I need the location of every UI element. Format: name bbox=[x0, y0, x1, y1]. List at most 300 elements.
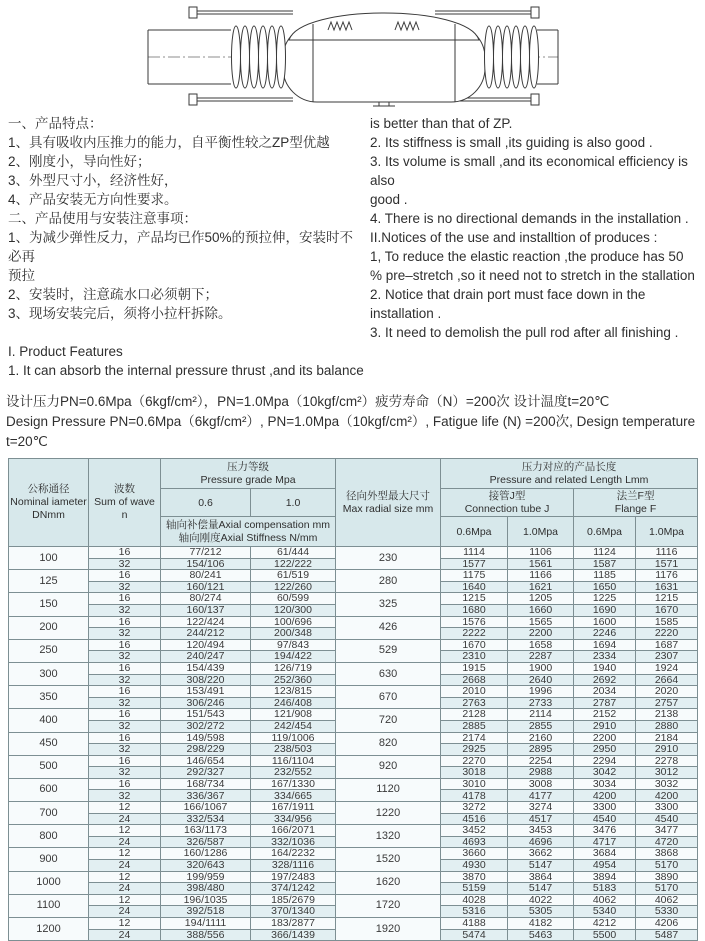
text-line: good . bbox=[370, 192, 408, 207]
table-cell: 2200 bbox=[574, 732, 636, 744]
table-cell: 2010 bbox=[441, 686, 508, 698]
table-row bbox=[9, 918, 698, 930]
text-line: 一、产品特点： bbox=[8, 116, 103, 131]
table-cell: 24 bbox=[89, 906, 161, 918]
text-line: % pre–stretch ,so it need not to stretch in the stallation bbox=[370, 268, 695, 283]
table-cell: 166/1067 bbox=[161, 802, 251, 814]
table-cell: 16 bbox=[89, 570, 161, 582]
table-cell: 388/556 bbox=[161, 929, 251, 941]
table-cell: 238/503 bbox=[251, 744, 336, 756]
table-cell: 164/2232 bbox=[251, 848, 336, 860]
table-cell: 150 bbox=[9, 593, 89, 616]
table-cell: 32 bbox=[89, 744, 161, 756]
text-line: Flange F bbox=[614, 502, 657, 515]
table-cell: 2310 bbox=[441, 651, 508, 663]
table-cell: 298/229 bbox=[161, 744, 251, 756]
table-cell: 2757 bbox=[636, 697, 698, 709]
table-cell: 1205 bbox=[508, 593, 574, 605]
table-cell: 374/1242 bbox=[251, 883, 336, 895]
table-cell: 1185 bbox=[574, 570, 636, 582]
features-en-block bbox=[364, 114, 699, 380]
table-cell: 160/137 bbox=[161, 604, 251, 616]
table-cell: 16 bbox=[89, 755, 161, 767]
table-cell: 3300 bbox=[636, 802, 698, 814]
table-cell: 2692 bbox=[574, 674, 636, 686]
table-cell: 24 bbox=[89, 813, 161, 825]
table-cell: 700 bbox=[9, 802, 89, 825]
table-cell: 12 bbox=[89, 825, 161, 837]
table-cell: 149/598 bbox=[161, 732, 251, 744]
table-cell: 2034 bbox=[574, 686, 636, 698]
text-line: 二、产品使用与安装注意事项： bbox=[8, 211, 197, 226]
table-cell: 4178 bbox=[441, 790, 508, 802]
text-line: 预拉 bbox=[8, 268, 35, 283]
table-cell: 1650 bbox=[574, 581, 636, 593]
table-cell: 3008 bbox=[508, 778, 574, 790]
table-cell: 5474 bbox=[441, 929, 508, 941]
table-cell: 2220 bbox=[636, 628, 698, 640]
table-cell: 2270 bbox=[441, 755, 508, 767]
text-line: 2、刚度小，导向性好； bbox=[8, 154, 151, 169]
table-cell: 1670 bbox=[636, 604, 698, 616]
text-line: Pressure grade Mpa bbox=[200, 473, 296, 486]
table-cell: 1900 bbox=[508, 662, 574, 674]
table-cell: 250 bbox=[9, 639, 89, 662]
col-header-j06: 0.6Mpa bbox=[441, 517, 508, 547]
table-cell: 5316 bbox=[441, 906, 508, 918]
table-cell: 194/422 bbox=[251, 651, 336, 663]
table-cell: 326/587 bbox=[161, 836, 251, 848]
table-row bbox=[9, 593, 698, 605]
table-cell: 720 bbox=[336, 709, 441, 732]
table-cell: 1577 bbox=[441, 558, 508, 570]
text-line: 3、现场安装完后，须将小拉杆拆除。 bbox=[8, 306, 232, 321]
table-cell: 166/2071 bbox=[251, 825, 336, 837]
table-cell: 2910 bbox=[574, 720, 636, 732]
table-cell: 77/212 bbox=[161, 547, 251, 559]
table-cell: 2910 bbox=[636, 744, 698, 756]
table-cell: 392/518 bbox=[161, 906, 251, 918]
table-cell: 325 bbox=[336, 593, 441, 616]
table-cell: 350 bbox=[9, 686, 89, 709]
table-cell: 370/1340 bbox=[251, 906, 336, 918]
table-cell: 2174 bbox=[441, 732, 508, 744]
table-cell: 3453 bbox=[508, 825, 574, 837]
table-cell: 1658 bbox=[508, 639, 574, 651]
table-cell: 5463 bbox=[508, 929, 574, 941]
table-cell: 5330 bbox=[636, 906, 698, 918]
table-cell: 2307 bbox=[636, 651, 698, 663]
text-line: 公称通径 bbox=[27, 483, 70, 495]
table-cell: 5170 bbox=[636, 883, 698, 895]
table-row bbox=[9, 871, 698, 883]
table-row bbox=[9, 778, 698, 790]
table-cell: 4188 bbox=[441, 918, 508, 930]
col-header-connection-tube bbox=[441, 489, 574, 517]
table-cell: 2880 bbox=[636, 720, 698, 732]
table-cell: 12 bbox=[89, 894, 161, 906]
table-cell: 16 bbox=[89, 709, 161, 721]
table-cell: 4540 bbox=[636, 813, 698, 825]
table-cell: 3864 bbox=[508, 871, 574, 883]
table-cell: 32 bbox=[89, 720, 161, 732]
text-line: Max radial size mm bbox=[342, 502, 434, 515]
table-cell: 32 bbox=[89, 651, 161, 663]
table-cell: 32 bbox=[89, 697, 161, 709]
table-cell: 1920 bbox=[336, 918, 441, 941]
table-cell: 4540 bbox=[574, 813, 636, 825]
table-cell: 366/1439 bbox=[251, 929, 336, 941]
table-cell: 154/106 bbox=[161, 558, 251, 570]
table-cell: 2950 bbox=[574, 744, 636, 756]
table-cell: 100 bbox=[9, 547, 89, 570]
table-cell: 1106 bbox=[508, 547, 574, 559]
table-cell: 80/274 bbox=[161, 593, 251, 605]
text-line: Connection tube J bbox=[464, 502, 550, 515]
table-cell: 61/519 bbox=[251, 570, 336, 582]
table-cell: 900 bbox=[9, 848, 89, 871]
table-cell: 1215 bbox=[441, 593, 508, 605]
table-cell: 4200 bbox=[574, 790, 636, 802]
table-cell: 12 bbox=[89, 918, 161, 930]
table-cell: 120/300 bbox=[251, 604, 336, 616]
table-cell: 1587 bbox=[574, 558, 636, 570]
spec-table bbox=[8, 458, 698, 941]
table-row bbox=[9, 732, 698, 744]
table-cell: 163/1173 bbox=[161, 825, 251, 837]
table-cell: 1694 bbox=[574, 639, 636, 651]
spec-table-header bbox=[9, 459, 698, 547]
table-cell: 125 bbox=[9, 570, 89, 593]
table-cell: 2222 bbox=[441, 628, 508, 640]
table-cell: 4062 bbox=[574, 894, 636, 906]
table-cell: 32 bbox=[89, 628, 161, 640]
text-line: is better than that of ZP. bbox=[370, 116, 513, 131]
text-line: 径向外型最大尺寸 bbox=[346, 489, 431, 502]
table-cell: 1225 bbox=[574, 593, 636, 605]
table-row bbox=[9, 825, 698, 837]
table-cell: 1670 bbox=[441, 639, 508, 651]
table-cell: 1924 bbox=[636, 662, 698, 674]
col-header-dn bbox=[9, 459, 89, 547]
text-line: 3、外型尺寸小，经济性好， bbox=[8, 173, 178, 188]
table-cell: 24 bbox=[89, 836, 161, 848]
table-cell: 1520 bbox=[336, 848, 441, 871]
table-cell: 32 bbox=[89, 581, 161, 593]
table-cell: 1116 bbox=[636, 547, 698, 559]
table-row bbox=[9, 755, 698, 767]
table-cell: 500 bbox=[9, 755, 89, 778]
table-cell: 167/1911 bbox=[251, 802, 336, 814]
table-cell: 1215 bbox=[636, 593, 698, 605]
table-cell: 126/719 bbox=[251, 662, 336, 674]
table-cell: 1565 bbox=[508, 616, 574, 628]
col-header-pressure-grade bbox=[161, 459, 336, 489]
table-cell: 1220 bbox=[336, 802, 441, 825]
table-cell: 2287 bbox=[508, 651, 574, 663]
table-cell: 240/247 bbox=[161, 651, 251, 663]
col-header-j10: 1.0Mpa bbox=[508, 517, 574, 547]
text-line: 轴向刚度Axial Stiffness N/mm bbox=[178, 531, 318, 544]
table-row bbox=[9, 616, 698, 628]
table-cell: 1200 bbox=[9, 918, 89, 941]
table-cell: 4212 bbox=[574, 918, 636, 930]
table-cell: 3034 bbox=[574, 778, 636, 790]
table-row bbox=[9, 547, 698, 559]
table-cell: 122/424 bbox=[161, 616, 251, 628]
table-cell: 1996 bbox=[508, 686, 574, 698]
table-cell: 1640 bbox=[441, 581, 508, 593]
table-cell: 119/1006 bbox=[251, 732, 336, 744]
table-cell: 5305 bbox=[508, 906, 574, 918]
text-line: 2、安装时，注意疏水口必须朝下； bbox=[8, 287, 219, 302]
text-line: 法兰F型 bbox=[616, 489, 655, 502]
table-cell: 332/534 bbox=[161, 813, 251, 825]
table-cell: 300 bbox=[9, 662, 89, 685]
text-line: 1、具有吸收内压推力的能力，自平衡性较之ZP型优越 bbox=[8, 135, 330, 150]
table-cell: 16 bbox=[89, 732, 161, 744]
table-row bbox=[9, 709, 698, 721]
table-cell: 153/491 bbox=[161, 686, 251, 698]
table-cell: 167/1330 bbox=[251, 778, 336, 790]
table-cell: 246/408 bbox=[251, 697, 336, 709]
table-cell: 146/654 bbox=[161, 755, 251, 767]
table-cell: 1166 bbox=[508, 570, 574, 582]
table-cell: 185/2679 bbox=[251, 894, 336, 906]
table-cell: 1915 bbox=[441, 662, 508, 674]
text-line: 4. There is no directional demands in the installation . bbox=[370, 211, 689, 226]
table-cell: 4028 bbox=[441, 894, 508, 906]
table-cell: 160/1286 bbox=[161, 848, 251, 860]
text-line: n bbox=[121, 509, 128, 521]
table-cell: 308/220 bbox=[161, 674, 251, 686]
text-line: 3. It need to demolish the pull rod after all finishing . bbox=[370, 325, 679, 340]
table-cell: 332/1036 bbox=[251, 836, 336, 848]
table-row bbox=[9, 894, 698, 906]
table-cell: 302/272 bbox=[161, 720, 251, 732]
text-line: DNmm bbox=[32, 509, 65, 521]
table-cell: 2733 bbox=[508, 697, 574, 709]
table-cell: 3684 bbox=[574, 848, 636, 860]
col-header-length bbox=[441, 459, 698, 489]
table-row bbox=[9, 570, 698, 582]
table-cell: 160/121 bbox=[161, 581, 251, 593]
text-line: 3. Its volume is small ,and its economical efficiency is also bbox=[370, 154, 692, 188]
text-line: 1, To reduce the elastic reaction ,the produce has 50 bbox=[370, 249, 684, 264]
table-cell: 3660 bbox=[441, 848, 508, 860]
drawing-area bbox=[0, 0, 705, 108]
table-cell: 4693 bbox=[441, 836, 508, 848]
table-cell: 1124 bbox=[574, 547, 636, 559]
table-cell: 5487 bbox=[636, 929, 698, 941]
table-cell: 16 bbox=[89, 686, 161, 698]
table-cell: 16 bbox=[89, 593, 161, 605]
text-line: Sum of wave bbox=[94, 496, 155, 508]
table-cell: 12 bbox=[89, 871, 161, 883]
table-cell: 3868 bbox=[636, 848, 698, 860]
table-cell: 24 bbox=[89, 883, 161, 895]
table-cell: 2895 bbox=[508, 744, 574, 756]
table-cell: 600 bbox=[9, 778, 89, 801]
table-cell: 400 bbox=[9, 709, 89, 732]
table-cell: 3274 bbox=[508, 802, 574, 814]
table-cell: 800 bbox=[9, 825, 89, 848]
table-cell: 4177 bbox=[508, 790, 574, 802]
table-cell: 398/480 bbox=[161, 883, 251, 895]
table-cell: 820 bbox=[336, 732, 441, 755]
table-cell: 199/959 bbox=[161, 871, 251, 883]
expansion-joint-drawing bbox=[143, 0, 563, 108]
table-cell: 1120 bbox=[336, 778, 441, 801]
table-cell: 670 bbox=[336, 686, 441, 709]
text-line: 1. It can absorb the internal pressure thrust ,and its balance bbox=[8, 363, 364, 378]
table-row bbox=[9, 662, 698, 674]
table-cell: 4696 bbox=[508, 836, 574, 848]
table-cell: 32 bbox=[89, 604, 161, 616]
table-cell: 3452 bbox=[441, 825, 508, 837]
table-cell: 1571 bbox=[636, 558, 698, 570]
table-cell: 630 bbox=[336, 662, 441, 685]
design-note-cn: 设计压力PN=0.6Mpa（6kgf/cm²），PN=1.0Mpa（10kgf/cm²）疲劳寿命（N）=200次 设计温度t=20℃ bbox=[6, 394, 610, 409]
table-cell: 32 bbox=[89, 790, 161, 802]
table-cell: 1561 bbox=[508, 558, 574, 570]
table-cell: 334/956 bbox=[251, 813, 336, 825]
col-header-grade-06: 0.6 bbox=[161, 489, 251, 517]
table-cell: 5170 bbox=[636, 860, 698, 872]
text-line: 压力对应的产品长度 bbox=[521, 460, 617, 473]
table-cell: 16 bbox=[89, 616, 161, 628]
table-cell: 242/454 bbox=[251, 720, 336, 732]
table-cell: 196/1035 bbox=[161, 894, 251, 906]
table-cell: 529 bbox=[336, 639, 441, 662]
text-line: 接管J型 bbox=[488, 489, 526, 502]
table-cell: 3042 bbox=[574, 767, 636, 779]
features-cn-block bbox=[8, 114, 364, 380]
text-line bbox=[8, 323, 364, 342]
table-cell: 2763 bbox=[441, 697, 508, 709]
table-cell: 450 bbox=[9, 732, 89, 755]
table-cell: 3662 bbox=[508, 848, 574, 860]
table-cell: 3476 bbox=[574, 825, 636, 837]
table-cell: 2184 bbox=[636, 732, 698, 744]
design-note-en: Design Pressure PN=0.6Mpa（6kgf/cm²）, PN=1.0Mpa（10kgf/cm²）, Fatigue life (N) =200次, Design temperature t=20℃ bbox=[6, 414, 699, 449]
table-cell: 1631 bbox=[636, 581, 698, 593]
table-cell: 1175 bbox=[441, 570, 508, 582]
table-cell: 244/212 bbox=[161, 628, 251, 640]
table-cell: 1114 bbox=[441, 547, 508, 559]
table-cell: 1000 bbox=[9, 871, 89, 894]
table-cell: 3272 bbox=[441, 802, 508, 814]
table-cell: 2138 bbox=[636, 709, 698, 721]
table-cell: 32 bbox=[89, 674, 161, 686]
text-line: 压力等级 bbox=[227, 460, 269, 473]
table-cell: 2152 bbox=[574, 709, 636, 721]
table-cell: 230 bbox=[336, 547, 441, 570]
table-cell: 280 bbox=[336, 570, 441, 593]
col-header-wave bbox=[89, 459, 161, 547]
table-cell: 4200 bbox=[636, 790, 698, 802]
table-cell: 3012 bbox=[636, 767, 698, 779]
table-cell: 2254 bbox=[508, 755, 574, 767]
table-cell: 2294 bbox=[574, 755, 636, 767]
table-cell: 3870 bbox=[441, 871, 508, 883]
table-cell: 2200 bbox=[508, 628, 574, 640]
table-cell: 4182 bbox=[508, 918, 574, 930]
text-line: 2. Notice that drain port must face down in the installation . bbox=[370, 287, 650, 321]
table-cell: 16 bbox=[89, 547, 161, 559]
table-cell: 1940 bbox=[574, 662, 636, 674]
table-cell: 24 bbox=[89, 860, 161, 872]
feature-text-section bbox=[0, 108, 705, 380]
text-line: 1、为减少弹性反力，产品均已作50%的预拉伸，安装时不必再 bbox=[8, 230, 354, 264]
table-cell: 3018 bbox=[441, 767, 508, 779]
text-line: Pressure and related Length Lmm bbox=[489, 473, 649, 486]
table-cell: 120/494 bbox=[161, 639, 251, 651]
col-header-grade-10: 1.0 bbox=[251, 489, 336, 517]
table-row bbox=[9, 639, 698, 651]
text-line: 2. Its stiffness is small ,its guiding is also good . bbox=[370, 135, 653, 150]
table-cell: 122/222 bbox=[251, 558, 336, 570]
table-cell: 2020 bbox=[636, 686, 698, 698]
table-cell: 2334 bbox=[574, 651, 636, 663]
table-cell: 3890 bbox=[636, 871, 698, 883]
table-cell: 2988 bbox=[508, 767, 574, 779]
table-cell: 2787 bbox=[574, 697, 636, 709]
table-cell: 336/367 bbox=[161, 790, 251, 802]
table-cell: 16 bbox=[89, 639, 161, 651]
table-cell: 168/734 bbox=[161, 778, 251, 790]
table-cell: 328/1116 bbox=[251, 860, 336, 872]
text-line: 轴向补偿量Axial compensation mm bbox=[166, 518, 330, 531]
col-header-f10: 1.0Mpa bbox=[636, 517, 698, 547]
table-cell: 2668 bbox=[441, 674, 508, 686]
table-cell: 5183 bbox=[574, 883, 636, 895]
table-cell: 3010 bbox=[441, 778, 508, 790]
table-cell: 2114 bbox=[508, 709, 574, 721]
table-cell: 154/439 bbox=[161, 662, 251, 674]
table-cell: 2640 bbox=[508, 674, 574, 686]
table-cell: 194/1111 bbox=[161, 918, 251, 930]
text-line: II.Notices of the use and installtion of produces : bbox=[370, 230, 658, 245]
table-cell: 4954 bbox=[574, 860, 636, 872]
table-cell: 200 bbox=[9, 616, 89, 639]
table-cell: 4930 bbox=[441, 860, 508, 872]
table-cell: 3300 bbox=[574, 802, 636, 814]
table-cell: 1620 bbox=[336, 871, 441, 894]
table-cell: 4517 bbox=[508, 813, 574, 825]
table-cell: 5159 bbox=[441, 883, 508, 895]
table-cell: 24 bbox=[89, 929, 161, 941]
table-cell: 122/260 bbox=[251, 581, 336, 593]
table-cell: 252/360 bbox=[251, 674, 336, 686]
table-cell: 2855 bbox=[508, 720, 574, 732]
table-cell: 1621 bbox=[508, 581, 574, 593]
table-cell: 1687 bbox=[636, 639, 698, 651]
table-cell: 292/327 bbox=[161, 767, 251, 779]
table-cell: 2925 bbox=[441, 744, 508, 756]
table-cell: 116/1104 bbox=[251, 755, 336, 767]
table-cell: 2128 bbox=[441, 709, 508, 721]
table-cell: 32 bbox=[89, 558, 161, 570]
table-cell: 61/444 bbox=[251, 547, 336, 559]
table-cell: 306/246 bbox=[161, 697, 251, 709]
table-cell: 1680 bbox=[441, 604, 508, 616]
table-cell: 97/843 bbox=[251, 639, 336, 651]
table-cell: 4022 bbox=[508, 894, 574, 906]
table-cell: 5500 bbox=[574, 929, 636, 941]
table-cell: 1600 bbox=[574, 616, 636, 628]
table-cell: 121/908 bbox=[251, 709, 336, 721]
